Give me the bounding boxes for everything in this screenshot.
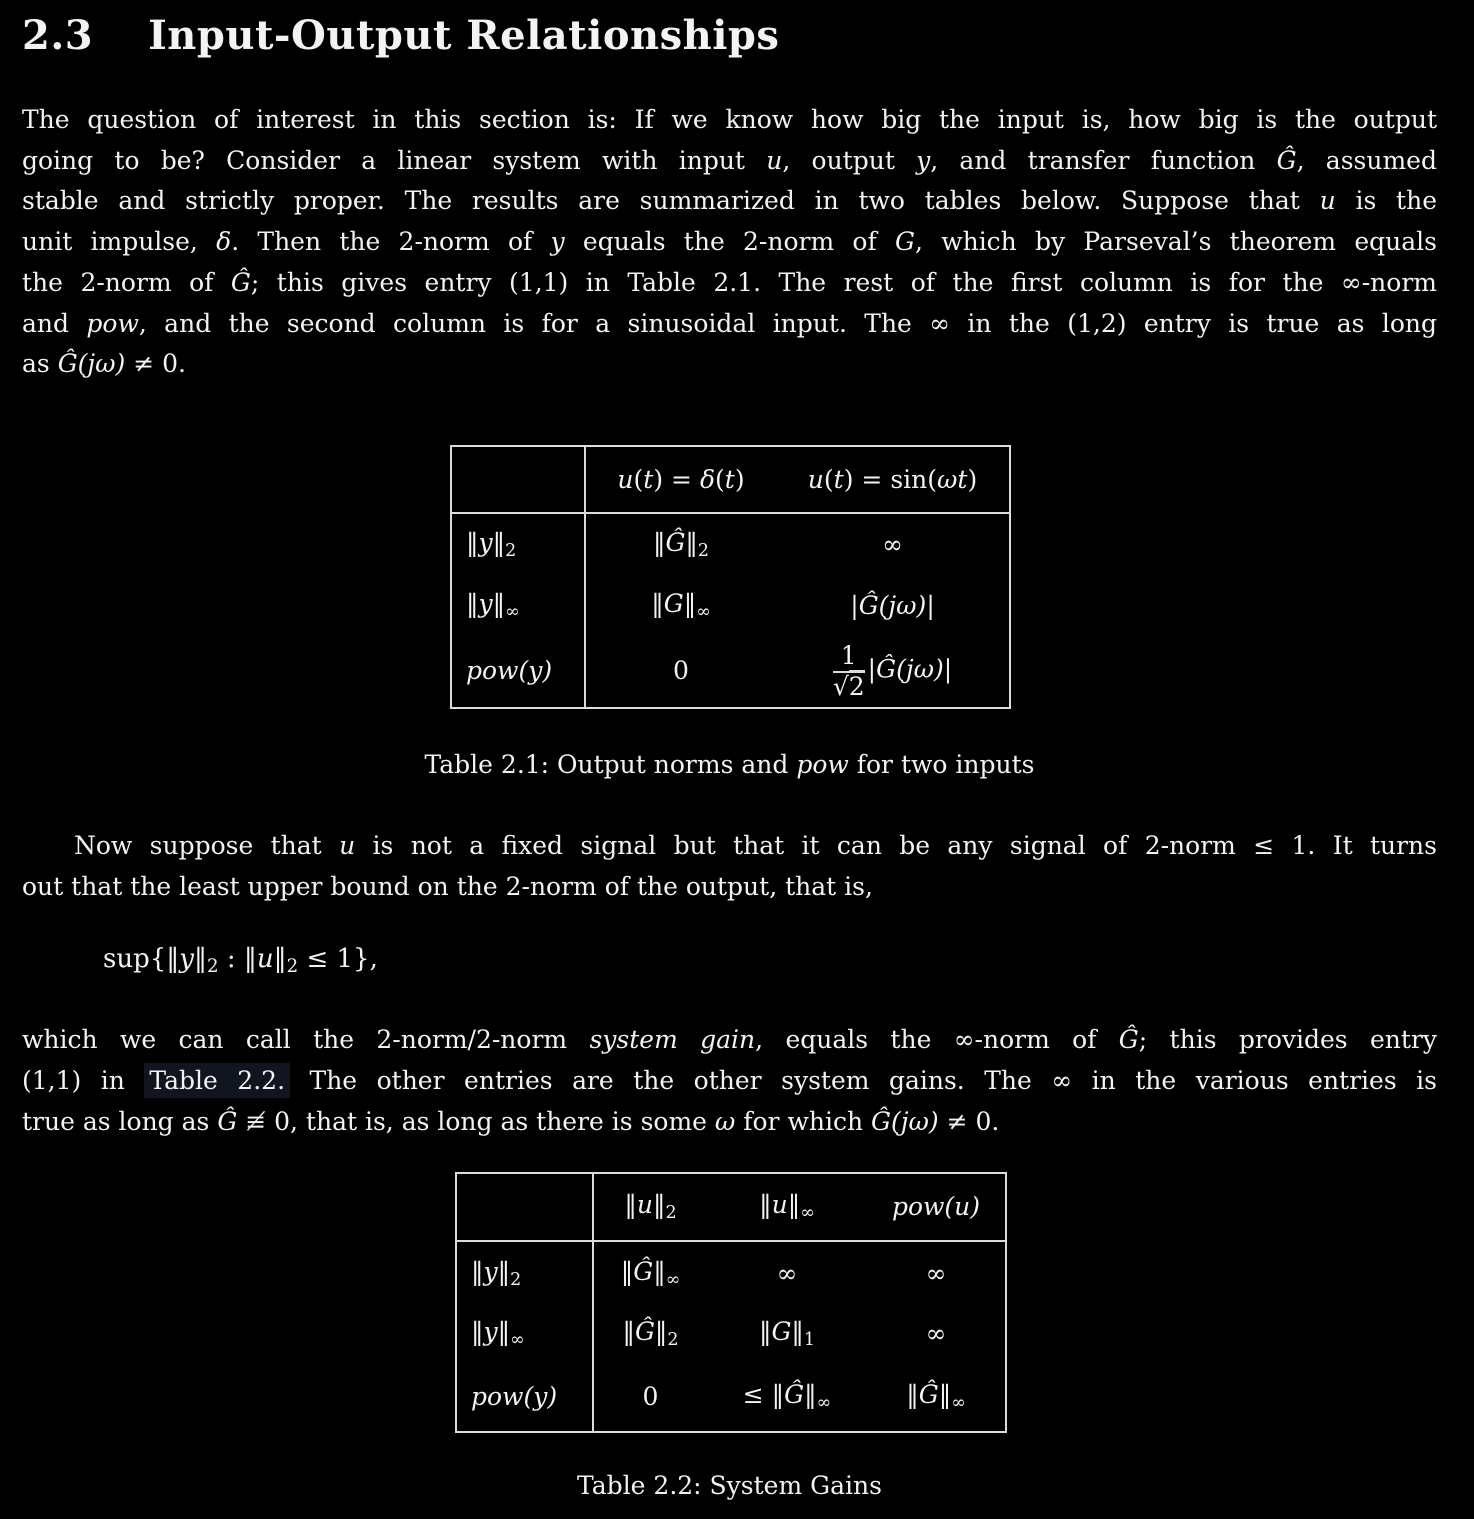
paragraph-intro (22, 100, 1437, 385)
section-number: 2.3 (22, 12, 94, 59)
table-row-label (452, 576, 586, 635)
table-cell (776, 514, 1009, 576)
row-label-pow: pow(y) (471, 1382, 558, 1412)
cell-value: ≤ ‖Ĝ‖∞ (742, 1380, 832, 1413)
cell-value: ‖Ĝ‖2 (652, 528, 710, 562)
table-row-label (457, 1363, 594, 1431)
table-column-header (594, 1174, 707, 1242)
header-u2: ‖u‖2 (624, 1190, 677, 1223)
cell-value: ‖G‖∞ (651, 588, 711, 622)
table-cell (707, 1242, 867, 1305)
text-line: out that the least upper bound on the 2-norm of the output, that is, (22, 871, 873, 901)
text-line: stable and strictly proper. The results are summarized in two tables below. Suppose that u is the (22, 186, 1437, 216)
cell-value: ‖G‖1 (758, 1317, 816, 1350)
text-line: which we can call the 2-norm/2-norm system gain, equals the ∞-norm of Ĝ; this provides entry (22, 1025, 1437, 1055)
section-heading (22, 14, 1437, 58)
text-line: unit impulse, δ. Then the 2-norm of y equals the 2-norm of G, which by Parseval’s theorem equals (22, 227, 1438, 257)
text-line: true as long as Ĝ ≢ 0, that is, as long as there is some ω for which Ĝ(jω) ≠ 0. (22, 1106, 1000, 1136)
cell-value: 0 (642, 1382, 659, 1412)
text-line: the 2-norm of Ĝ; this gives entry (1,1) in Table 2.1. The rest of the first column is for the ∞-norm (22, 267, 1437, 297)
table-cell (867, 1305, 1005, 1363)
table-cell (586, 514, 776, 576)
table-column-header (776, 447, 1009, 514)
text-line: (1,1) in Table 2.2. The other entries are the other system gains. The ∞ in the various entries is (22, 1061, 1437, 1102)
cell-value: ‖Ĝ‖2 (622, 1317, 679, 1350)
table-cell (586, 635, 776, 707)
table-2-1 (450, 445, 1011, 709)
header-u-sin: u(t) = sin(ωt) (807, 464, 978, 494)
cell-value: ∞ (882, 530, 903, 560)
text-line: going to be? Consider a linear system with input u, output y, and transfer function Ĝ, assumed (22, 145, 1437, 175)
sup-formula: sup{‖y‖2 : ‖u‖2 ≤ 1}, (103, 944, 378, 978)
text-line: Now suppose that u is not a fixed signal but that it can be any signal of 2-norm ≤ 1. It turns (74, 830, 1437, 860)
cell-value: $\frac{1}{√2}$ |Ĝ(jω)| (832, 641, 953, 702)
cell-value: ∞ (925, 1319, 947, 1349)
paragraph-now-suppose (22, 826, 1437, 907)
table-column-header (586, 447, 776, 514)
table-row-label (452, 514, 586, 576)
header-uinf: ‖u‖∞ (759, 1190, 815, 1223)
table-row-label (457, 1242, 594, 1305)
table-cell (707, 1305, 867, 1363)
cell-value: |Ĝ(jω)| (850, 590, 935, 620)
table-cell (586, 576, 776, 635)
table-2-1-caption: Table 2.1: Output norms and pow for two inputs (424, 749, 1035, 779)
row-label-yinf: ‖y‖∞ (471, 1317, 525, 1350)
header-u-delta: u(t) = δ(t) (617, 464, 745, 494)
table-2-2 (455, 1172, 1007, 1433)
cell-value: ‖Ĝ‖∞ (906, 1380, 966, 1413)
paragraph-system-gain (22, 1020, 1437, 1142)
table-cell (707, 1363, 867, 1431)
cell-value: 0 (673, 656, 689, 686)
text-line: as Ĝ(jω) ≠ 0. (22, 349, 187, 379)
header-powu: pow(u) (891, 1192, 981, 1222)
text-line: The question of interest in this section is: If we know how big the input is, how big is the output (22, 105, 1437, 134)
table-row-label (457, 1305, 594, 1363)
table-corner-cell (452, 447, 586, 514)
section-title: Input-Output Relationships (148, 12, 780, 59)
cell-value: ‖Ĝ‖∞ (620, 1256, 681, 1290)
row-label-pow: pow(y) (466, 656, 553, 686)
row-label-y2: ‖y‖2 (471, 1256, 522, 1290)
table-cell (867, 1363, 1005, 1431)
row-label-y2: ‖y‖2 (466, 528, 517, 562)
cell-value: ∞ (776, 1258, 798, 1288)
table-corner-cell (457, 1174, 594, 1242)
table-cell (594, 1242, 707, 1305)
table-cell (776, 576, 1009, 635)
table-column-header (707, 1174, 867, 1242)
table-cell (776, 635, 1009, 707)
cell-value: ∞ (925, 1258, 947, 1288)
table-row-label (452, 635, 586, 707)
table-2-2-caption: Table 2.2: System Gains (577, 1470, 882, 1500)
text-line: and pow, and the second column is for a sinusoidal input. The ∞ in the (1,2) entry is true as long (22, 308, 1437, 338)
table-column-header (867, 1174, 1005, 1242)
table-cell (594, 1305, 707, 1363)
table-cell (594, 1363, 707, 1431)
row-label-yinf: ‖y‖∞ (466, 588, 520, 622)
table-cell (867, 1242, 1005, 1305)
